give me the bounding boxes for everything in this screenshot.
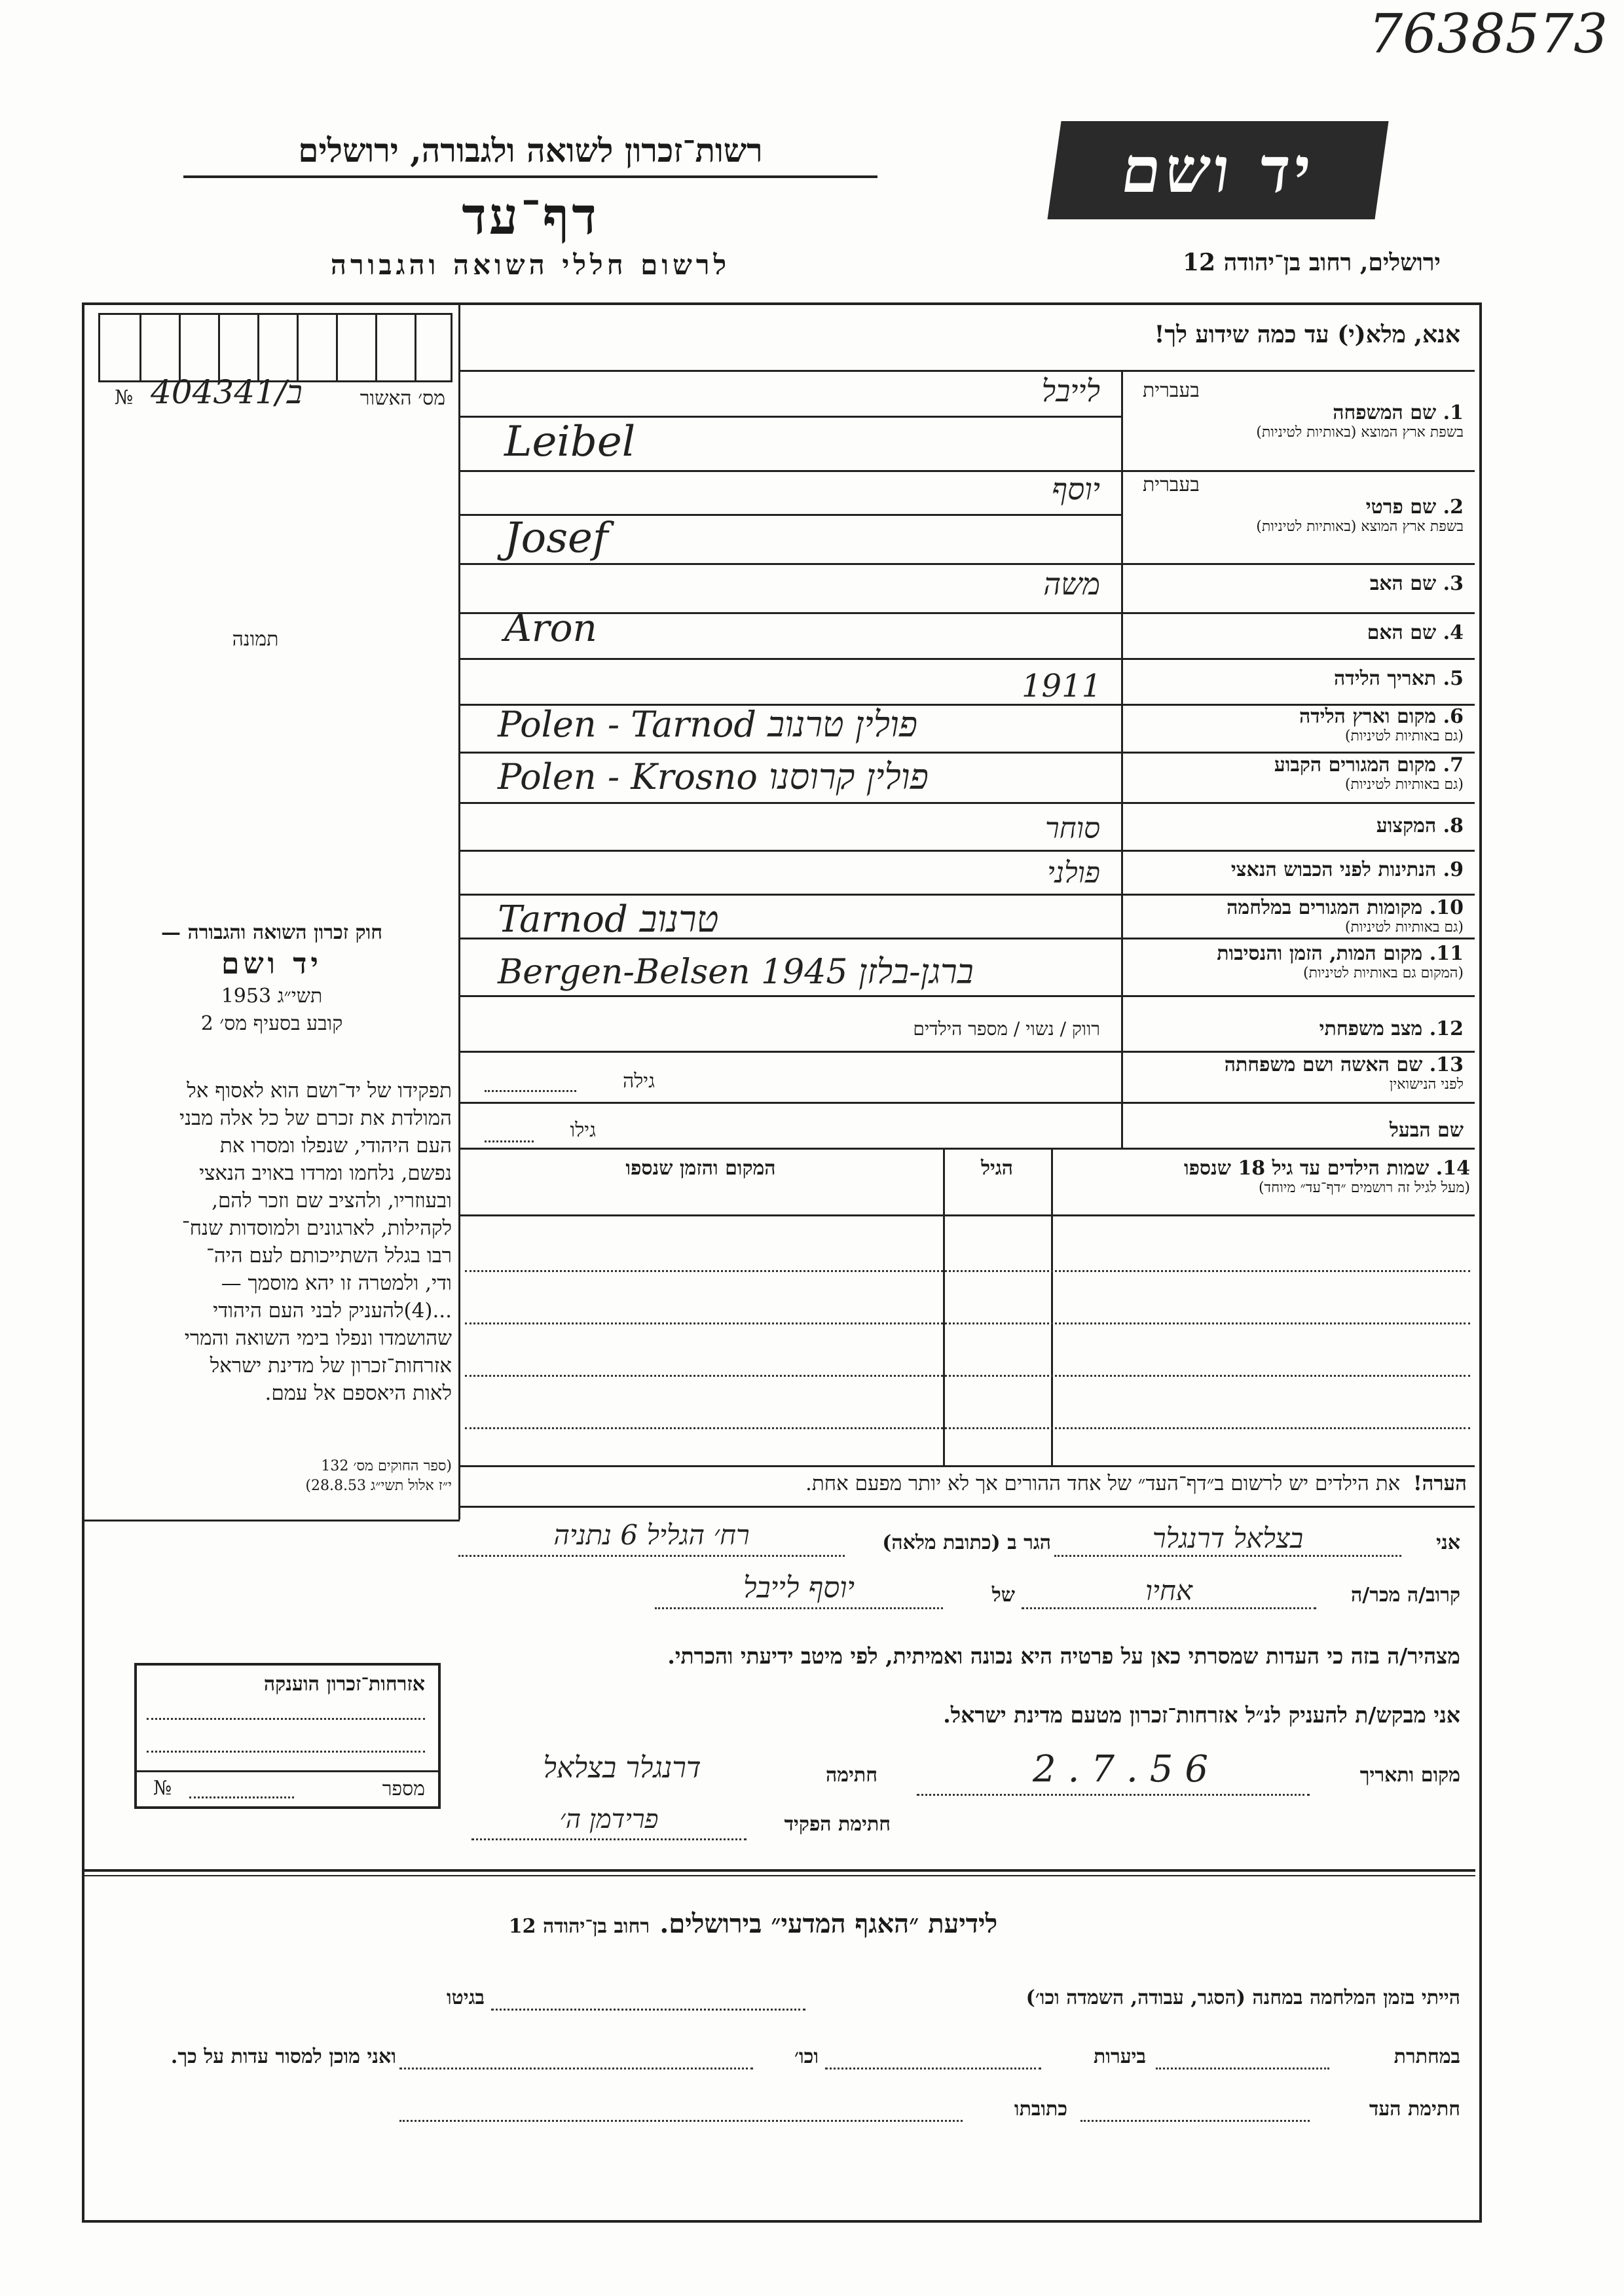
signature-value[interactable]: דרנגלר בצלאל [543,1751,701,1785]
of-label: של [991,1584,1015,1607]
profession-value[interactable]: סוחר [1045,812,1100,845]
address-label: הגר ב (כתובת מלאה) [882,1531,1051,1554]
husband-age-field[interactable] [485,1140,534,1142]
children-row[interactable] [465,1322,1470,1324]
camp-field[interactable] [491,2009,805,2011]
field-firstname-label: בעברית 2. שם פרטי בשפת ארץ המוצא (באותיות לטיניות) [1143,473,1464,535]
field-birthdate-label: 5. תאריך הלידה [1334,667,1464,690]
field-profession-label: 8. המקצוע [1376,814,1464,837]
ani-label: אני [1436,1531,1460,1554]
registration-number: 404341/ב [151,373,303,411]
law-bottom-line [83,1520,460,1522]
officer-signature[interactable]: פרידמן ה׳ [559,1804,659,1834]
children-header: 14. שמות הילדים עד גיל 18 שנספו (מעל לגיל זה רושמים ״דף־עד״ מיוחד) [1183,1157,1470,1196]
nationality-value[interactable]: פולני [1047,856,1100,890]
birthdate-value[interactable]: 1911 [1022,668,1102,704]
children-row[interactable] [465,1375,1470,1377]
relation-value[interactable]: אחיו [1145,1575,1192,1607]
request-text: אני מבקש/ת להעניק לנ״ל אזרחות־זכרון מטעם מדינת ישראל. [943,1702,1460,1728]
surname-latin-value[interactable]: Leibel [504,418,636,466]
citizenship-number-label: מספר [382,1777,425,1800]
of-name-value[interactable]: יוסף לייבל [743,1571,855,1605]
wife-age-label: גילה [622,1070,655,1093]
husband-age-label: גילו [570,1119,596,1142]
witness-signature-field[interactable] [1080,2120,1310,2122]
wartime-residence-value[interactable]: Tarnod טרנוב [498,898,719,941]
law-reference: (ספר החוקים מס׳ 132 י״ז אלול תשי״ג 28.8.53) [305,1458,452,1494]
field-father-label: 3. שם האב [1369,572,1464,595]
yad-vashem-logo [1047,121,1388,219]
wife-age-field[interactable] [485,1090,576,1092]
archive-number: 7638573 [1369,3,1608,65]
place-date-label: מקום ותאריך [1359,1764,1460,1787]
address-line: ירושלים, רחוב בן־יהודה 12 [1182,249,1441,276]
forests-field[interactable] [825,2068,1041,2069]
firstname-hebrew-value[interactable]: יוסף [1052,471,1100,507]
death-value[interactable]: Bergen-Belsen 1945 ברגן-בלזן [498,953,974,992]
law-block: חוק זכרון השואה והגבורה — יד ושם תשי״ג 1953 קובע בסעיף מס׳ 2 [161,921,382,1035]
children-row[interactable] [465,1427,1470,1429]
children-place-header: המקום והזמן שנספו [625,1157,776,1180]
field-wife-label: 13. שם האשה ושם משפחתה לפני הנישואין [1224,1053,1464,1093]
law-text: תפקידו של יד־ושם הוא לאסוף אל המולדת את זכרם של כל אלה מבני העם היהודי, שנפלו ומסרו את נפשם, נלחמו ומרדו באויב הנאצי ובעוזריו, ולהציב שם וזכר להם, לקהילות, לארגונים ולמוסדות שנח־ רבו בגלל השתייכותם לעם היה־ ודי, ולמטרה זו יהא מוסמך — ...(4)להעניק לבני העם היהודי שהושמדו ונפלו בימי השואה והמרי אזרחות־זכרון של מדינת ישראל לאות היאספם אל עמם. [179,1079,452,1405]
children-row[interactable] [465,1270,1470,1272]
camp-label: הייתי בזמן המלחמה במחנה (הסגר, עבודה, השמדה וכו׳) [1025,1986,1460,2009]
field-husband-label: שם הבעל [1389,1119,1464,1142]
declarant-address[interactable]: רח׳ הגליל 6 נתניה [553,1519,750,1551]
field-marital-label: 12. מצב משפחתי [1319,1017,1464,1040]
label-column-divider [1121,372,1123,1148]
registration-num-sign: № [115,386,134,409]
registration-label: מס׳ האשור [360,387,445,410]
authority-underline [183,175,877,178]
field-surname-label: בעברית 1. שם המשפחה בשפת ארץ המוצא (באותיות לטיניות) [1143,379,1464,441]
authority-name: רשות־זכרון לשואה ולגבורה, ירושלים [298,131,763,170]
willing-text: ואני מוכן למסור עדות על כך. [170,2045,396,2068]
field-nationality-label: 9. הנתינות לפני הכבוש הנאצי [1230,858,1464,881]
children-col-divider-2 [943,1148,945,1465]
field-death-label: 11. מקום המות, הזמן והנסיבות (המקום גם באותיות לטיניות) [1217,942,1464,981]
underground-field[interactable] [1156,2068,1329,2069]
left-column-divider [458,305,460,1520]
field-wartime-residence-label: 10. מקומות המגורים במלחמה (גם באותיות לטיניות) [1227,896,1464,936]
field-mother-label: 4. שם האם [1367,621,1464,644]
code-boxes [98,313,452,382]
instructions-line [458,370,1475,372]
birthplace-value[interactable]: Polen - Tarnod פולין טרנוב [498,704,918,745]
instructions: אנא, מלא(י) עד כמה שידוע לך! [1154,321,1460,348]
residence-value[interactable]: Polen - Krosno פולין קרוסנו [498,756,929,797]
etc-label: וכו׳ [794,2045,819,2068]
forests-label: ביערות [1093,2045,1146,2068]
bottom-divider [83,1869,1475,1872]
date-value[interactable]: 2.7.56 [1032,1748,1221,1791]
witness-address-field[interactable] [399,2120,963,2122]
photo-label: תמונה [232,628,279,651]
surname-hebrew-value[interactable]: לייבל [1041,373,1100,409]
form-subtitle: לרשום חללי השואה והגבורה [330,249,731,281]
father-value[interactable]: משה [1043,566,1100,602]
field-birthplace-label: 6. מקום וארץ הלידה (גם באותיות לטיניות) [1299,705,1464,744]
note-line: הערה! את הילדים יש לרשום ב״דף־העד״ של אחד ההורים אך לא יותר מפעם אחת. [805,1472,1467,1495]
citizenship-num-sign: № [153,1777,172,1800]
witness-address-label: כתובתו [1014,2098,1067,2121]
field-residence-label: 7. מקום המגורים הקבוע (גם באותיות לטיניות) [1274,754,1464,793]
logo-text: יד ושם [1116,133,1320,207]
witness-signature-label: חתימת העד [1369,2098,1460,2121]
marital-value[interactable]: רווק / נשוי / מספר הילדים [913,1018,1100,1040]
form-title: דף־עד [462,187,599,246]
children-col-divider-1 [1051,1148,1053,1465]
signature-label: חתימה [826,1764,877,1787]
children-age-header: הגיל [980,1157,1014,1180]
declaration-text: מצהיר/ה בזה כי העדות שמסרתי כאן על פרטיה היא נכונה ואמיתית, לפי מיטב ידיעתי והכרתי. [667,1643,1460,1669]
declarant-name[interactable]: בצלאל דרנגלר [1152,1522,1304,1554]
officer-label: חתימת הפקיד [784,1813,891,1836]
citizenship-box [134,1663,441,1809]
ghetto-label: בגיטו [446,1986,485,2009]
firstname-latin-value[interactable]: Josef [504,514,608,562]
citizenship-title: אזרחות־זכרון הוענקה [263,1673,425,1696]
etc-field[interactable] [399,2068,753,2069]
bottom-heading: לידיעת ״האגף המדעי״ בירושלים. רחוב בן־יהודה 12 [508,1908,998,1939]
relation-label: קרוב/ה מכר/ה [1351,1584,1460,1607]
underground-label: במחתרת [1393,2045,1460,2068]
mother-value[interactable]: Aron [504,606,597,650]
